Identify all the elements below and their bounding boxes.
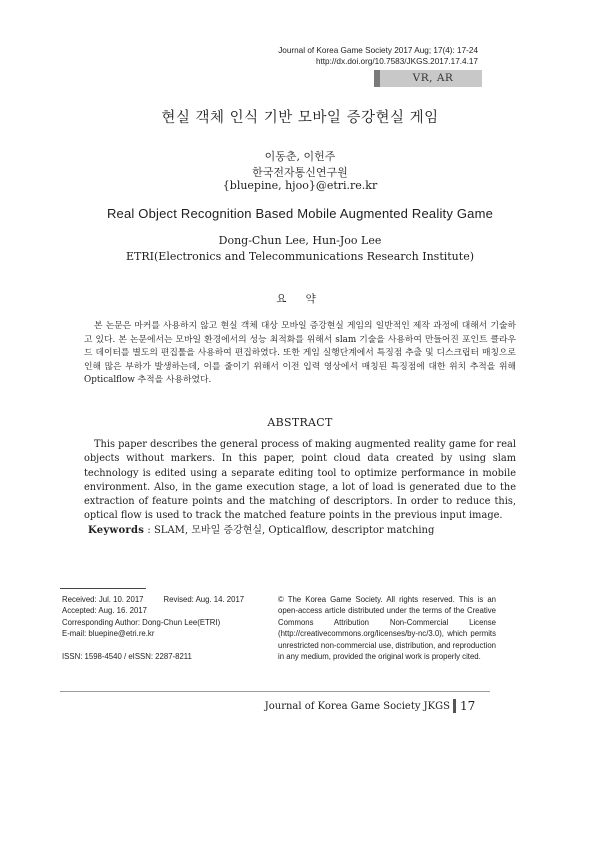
paper-title-english: Real Object Recognition Based Mobile Augmented Reality Game	[106, 206, 494, 221]
keywords-label: Keywords	[88, 525, 145, 536]
affiliation-korean: 한국전자통신연구원	[252, 166, 348, 179]
paper-title-korean: 현실 객체 인식 기반 모바일 증강현실 게임	[161, 110, 439, 126]
author-emails: {bluepine, hjoo}@etri.re.kr	[222, 179, 378, 192]
article-history	[62, 594, 277, 662]
accepted-date: Accepted: Aug. 16. 2017	[62, 606, 147, 616]
journal-reference: Journal of Korea Game Society 2017 Aug; 17(4): 17-24	[278, 46, 478, 55]
keywords	[88, 521, 520, 536]
section-tag-accent	[374, 70, 380, 87]
corresponding-email: E-mail: bluepine@etri.re.kr	[62, 629, 155, 639]
footnote-divider	[60, 588, 146, 589]
authors-english: Dong-Chun Lee, Hun-Joo Lee	[218, 234, 382, 247]
abstract-english-body: This paper describes the general process of making augmented reality game for real objects without markers. In this paper, point cloud data created by using slam technology is edited using a separate editing tool to optimize performance in mobile environment. Also, in the game execution stage, a lot of load is generated due to the extraction of feature points and the matching of descriptors. In order to reduce this, optical flow is used to track the matched feature points in the previous input image.	[84, 439, 516, 522]
corresponding-author: Corresponding Author: Dong-Chun Lee(ETRI)	[62, 617, 221, 627]
authors-korean: 이동춘, 이헌주	[264, 150, 336, 163]
abstract-korean-body: 본 논문은 마커를 사용하지 않고 현실 객체 대상 모바일 증강현실 게임의 일반적인 제작 과정에 대해서 기술하고 있다. 본 논문에서는 모바일 환경에서의 성능 최적화를 위해서 slam 기술을 사용하여 만들어진 포인트 클라우드 데이터를 별도의 편집툴을 사용하여 편집하였다. 또한 게임 실행단계에서 특징점 추출 및 디스크립터 매칭으로 인해 많은 부하가 발생하는데, 이를 줄이기 위해서 이전 입력 영상에서 매칭된 특징점에 대한 위치 추적을 위해 Opticalflow 추적을 사용하였다.	[84, 321, 516, 385]
affiliation-english: ETRI(Electronics and Telecommunications Research Institute)	[126, 250, 474, 263]
received-date: Received: Jul. 10. 2017	[62, 595, 144, 604]
page-number: 17	[460, 699, 476, 713]
keywords-separator: :	[144, 525, 154, 536]
footer-divider	[60, 691, 490, 692]
abstract-korean-heading: 요 약	[276, 293, 324, 305]
doi-link[interactable]: http://dx.doi.org/10.7583/JKGS.2017.17.4.17	[315, 57, 478, 66]
revised-date: Revised: Aug. 14. 2017	[163, 595, 245, 604]
keywords-text: SLAM, 모바일 증강현실, Opticalflow, descriptor matching	[153, 525, 435, 536]
footer-journal-name: Journal of Korea Game Society JKGS	[264, 701, 450, 712]
section-tag: VR, AR	[412, 72, 454, 84]
abstract-english-heading: ABSTRACT	[267, 416, 333, 429]
license-notice: © The Korea Game Society. All rights reserved. This is an open-access article distributed under the terms of the Creative Commons Attribution Non-Commercial License (http://creativecommons.org/licenses/by-nc/3.0), which permits unrestricted non-commercial use, distribution, and reproduction in any medium, provided the original work is properly cited.	[278, 595, 496, 662]
issn: ISSN: 1598-4540 / eISSN: 2287-8211	[62, 651, 192, 661]
received-revised-row	[62, 594, 277, 605]
footer-separator-bar	[453, 699, 456, 713]
